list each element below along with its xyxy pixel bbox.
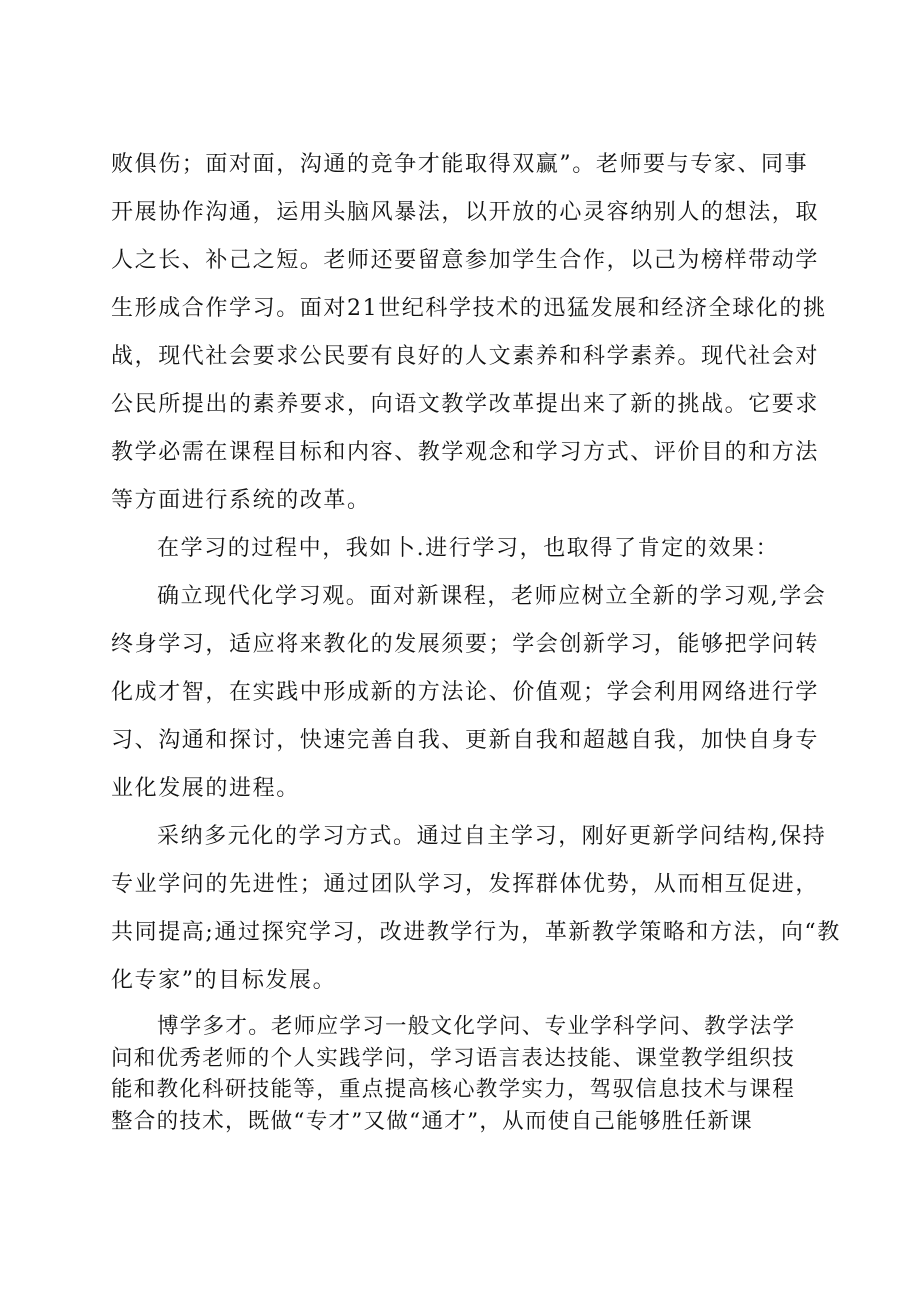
paragraph-line: 公民所提出的素养要求，向语文教学改革提出来了新的挑战。它要求 [111,392,820,417]
paragraph-modern-learning-view [111,573,827,813]
paragraph-line: 博学多才。老师应学习一般文化学问、专业学科学问、教学法学 [157,1014,796,1039]
paragraph-line: 采纳多元化的学习方式。通过自主学习，刚好更新学问结构,保持 [157,824,827,849]
paragraph-line: 能和教化科研技能等，重点提高核心教学实力，驾驭信息技术与课程 [111,1077,796,1102]
paragraph-line: 化成才智，在实践中形成新的方法论、价值观；学会利用网络进行学 [111,680,820,705]
paragraph-line: 确立现代化学习观。面对新课程，老师应树立全新的学习观,学会 [157,584,827,609]
paragraph-line: 开展协作沟通，运用头脑风暴法，以开放的心灵容纳别人的想法，取 [111,200,820,225]
paragraph-line: 专业学问的先进性；通过团队学习，发挥群体优势，从而相互促进， [111,872,820,897]
paragraph-line: 败俱伤；面对面，沟通的竞争才能取得双赢”。老师要与专家、同事 [111,152,809,177]
paragraph-broad-learning [111,1011,811,1137]
paragraph-line: 业化发展的进程。 [111,776,300,801]
paragraph-learning-process [111,525,811,573]
paragraph-line: 化专家”的目标发展。 [111,968,337,993]
paragraph-line: 生形成合作学习。面对21世纪科学技术的迅猛发展和经济全球化的挑 [111,296,827,321]
paragraph-line: 教学必需在课程目标和内容、教学观念和学习方式、评价目的和方法 [111,440,820,465]
paragraph-line: 战，现代社会要求公民要有良好的人文素养和科学素养。现代社会对 [111,344,820,369]
paragraph-line: 共同提高;通过探究学习，改进教学行为，革新教学策略和方法，向“教 [111,920,841,945]
paragraph-line: 在学习的过程中，我如卜.进行学习，也取得了肯定的效果： [157,536,780,561]
paragraph-collaboration [111,141,827,525]
paragraph-line: 人之长、补己之短。老师还要留意参加学生合作，以己为榜样带动学 [111,248,820,273]
paragraph-line: 问和优秀老师的个人实践学问，学习语言表达技能、课堂教学组织技 [111,1045,796,1071]
paragraph-line: 等方面进行系统的改革。 [111,488,371,513]
paragraph-line: 习、沟通和探讨，快速完善自我、更新自我和超越自我，加快自身专 [111,728,820,753]
paragraph-diverse-learning [111,813,841,1005]
paragraph-line: 终身学习，适应将来教化的发展须要；学会创新学习，能够把学问转 [111,632,820,657]
paragraph-line: 整合的技术，既做“专才”又做“通才”，从而使自己能够胜任新课 [111,1108,753,1134]
